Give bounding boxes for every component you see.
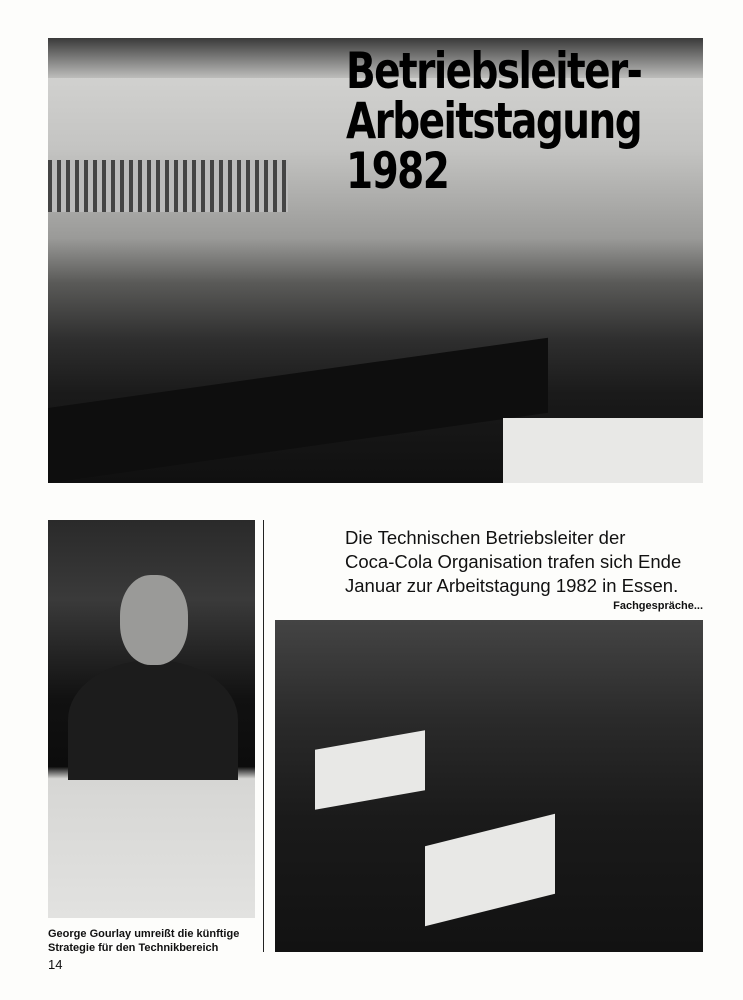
headline-line: Betriebsleiter-	[346, 42, 642, 100]
intro-line: Coca-Cola Organisation trafen sich Ende	[345, 551, 682, 572]
column-divider	[263, 520, 264, 952]
discussion-photo	[275, 620, 703, 952]
photo-caption-discussion: Fachgespräche...	[613, 600, 703, 612]
floor	[503, 418, 703, 483]
speaker-photo	[48, 520, 255, 918]
headline-line: 1982	[346, 142, 449, 200]
speaker-body	[68, 660, 238, 780]
speaker-caption	[48, 927, 239, 955]
headline	[346, 42, 642, 200]
papers	[315, 730, 425, 809]
intro-line: Die Technischen Betriebsleiter der	[345, 527, 626, 548]
headline-line: Arbeitstagung	[346, 92, 642, 150]
speaker-head	[120, 575, 188, 665]
wall-slats	[48, 160, 288, 212]
caption-line: Strategie für den Technikbereich	[48, 942, 219, 954]
intro-line: Januar zur Arbeitstagung 1982 in Essen.	[345, 575, 679, 596]
papers	[425, 814, 555, 926]
front-table	[48, 338, 548, 483]
page-number: 14	[48, 957, 63, 972]
caption-line: George Gourlay umreißt die künftige	[48, 928, 240, 940]
intro-text	[345, 526, 681, 598]
